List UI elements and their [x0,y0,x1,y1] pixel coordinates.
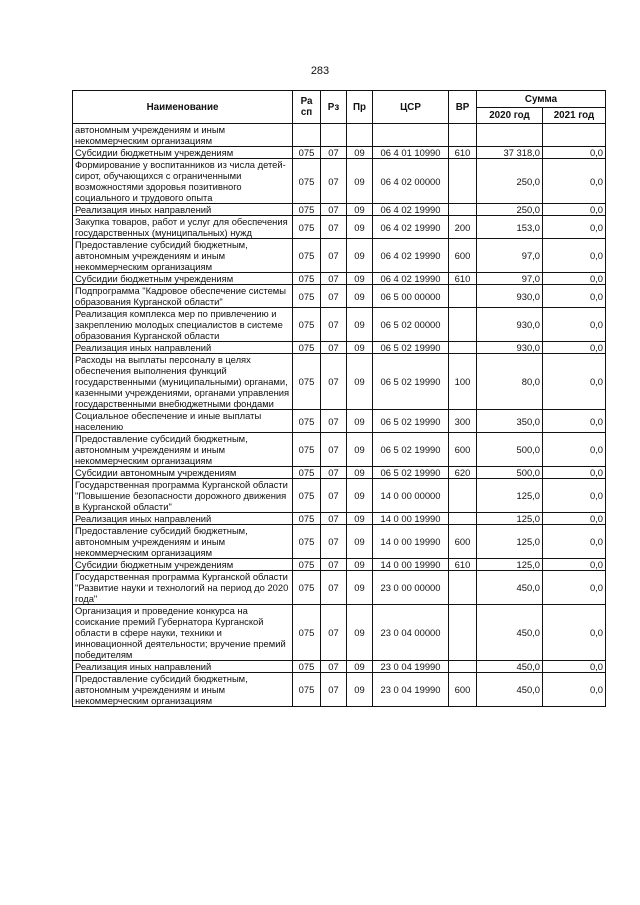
row-csr: 06 4 02 00000 [373,159,449,204]
row-csr: 06 4 01 10990 [373,147,449,159]
row-csr: 06 4 02 19990 [373,216,449,239]
row-vr: 300 [449,410,477,433]
table-row [73,433,606,467]
row-rz: 07 [321,571,347,605]
row-sum-2021: 0,0 [543,159,606,204]
row-sum-2020: 450,0 [477,605,543,661]
row-pr: 09 [347,159,373,204]
row-pr: 09 [347,239,373,273]
row-rasp [293,124,321,147]
row-sum-2021: 0,0 [543,673,606,707]
row-pr: 09 [347,661,373,673]
row-name: Реализация иных направлений [73,204,293,216]
header-year-2020: 2020 год [477,108,543,124]
row-vr [449,605,477,661]
row-rz: 07 [321,513,347,525]
row-rz: 07 [321,239,347,273]
table-row [73,273,606,285]
row-name: Государственная программа Курганской области "Повышение безопасности дорожного движения в Курганской области" [73,479,293,513]
row-rz: 07 [321,673,347,707]
row-sum-2020: 500,0 [477,433,543,467]
row-sum-2020: 37 318,0 [477,147,543,159]
row-rz: 07 [321,354,347,410]
table-row [73,410,606,433]
row-vr [449,204,477,216]
row-sum-2021: 0,0 [543,285,606,308]
row-csr [373,124,449,147]
row-name: Предоставление субсидий бюджетным, автономным учреждениям и иным некоммерческим организациям [73,433,293,467]
table-row [73,285,606,308]
row-sum-2021: 0,0 [543,216,606,239]
row-csr: 14 0 00 00000 [373,479,449,513]
row-rasp: 075 [293,273,321,285]
row-sum-2020: 500,0 [477,467,543,479]
row-rasp: 075 [293,571,321,605]
row-rz: 07 [321,525,347,559]
row-pr: 09 [347,204,373,216]
row-name: Закупка товаров, работ и услуг для обеспечения государственных (муниципальных) нужд [73,216,293,239]
row-vr [449,124,477,147]
table-row [73,525,606,559]
row-sum-2020: 930,0 [477,308,543,342]
row-name: Предоставление субсидий бюджетным, автономным учреждениям и иным некоммерческим организациям [73,525,293,559]
row-sum-2020: 930,0 [477,342,543,354]
header-year-2021: 2021 год [543,108,606,124]
row-pr: 09 [347,308,373,342]
row-csr: 06 4 02 19990 [373,273,449,285]
row-vr: 200 [449,216,477,239]
row-sum-2020 [477,124,543,147]
row-pr: 09 [347,433,373,467]
row-name: автономным учреждениям и иным некоммерческим организациям [73,124,293,147]
row-sum-2021: 0,0 [543,467,606,479]
row-sum-2021: 0,0 [543,342,606,354]
row-csr: 06 4 02 19990 [373,204,449,216]
row-rasp: 075 [293,410,321,433]
row-sum-2020: 125,0 [477,479,543,513]
row-pr [347,124,373,147]
row-csr: 06 5 02 19990 [373,410,449,433]
table-row [73,308,606,342]
row-pr: 09 [347,342,373,354]
table-row [73,571,606,605]
row-sum-2020: 125,0 [477,525,543,559]
row-rz: 07 [321,479,347,513]
row-rasp: 075 [293,479,321,513]
row-csr: 23 0 04 00000 [373,605,449,661]
row-name: Социальное обеспечение и иные выплаты населению [73,410,293,433]
row-rz: 07 [321,342,347,354]
table-row [73,354,606,410]
row-sum-2020: 350,0 [477,410,543,433]
row-sum-2020: 250,0 [477,204,543,216]
row-csr: 14 0 00 19990 [373,525,449,559]
row-name: Расходы на выплаты персоналу в целях обеспечения выполнения функций государственными (муниципальными) органами, казенными учреждениями, органами управления государственными внебюджетными фондами [73,354,293,410]
row-vr: 610 [449,559,477,571]
row-csr: 23 0 04 19990 [373,673,449,707]
row-rasp: 075 [293,661,321,673]
row-vr [449,342,477,354]
row-sum-2021: 0,0 [543,354,606,410]
row-sum-2020: 80,0 [477,354,543,410]
row-vr: 610 [449,147,477,159]
row-name: Субсидии бюджетным учреждениям [73,559,293,571]
row-rasp: 075 [293,159,321,204]
row-sum-2020: 153,0 [477,216,543,239]
table-row [73,342,606,354]
row-csr: 06 5 00 00000 [373,285,449,308]
row-rz: 07 [321,661,347,673]
row-rz: 07 [321,467,347,479]
row-sum-2021: 0,0 [543,433,606,467]
row-name: Государственная программа Курганской области "Развитие науки и технологий на период до 2020 года" [73,571,293,605]
header-rz: Рз [321,91,347,124]
row-sum-2021: 0,0 [543,239,606,273]
row-pr: 09 [347,467,373,479]
row-name: Реализация иных направлений [73,342,293,354]
row-pr: 09 [347,479,373,513]
row-csr: 06 5 02 19990 [373,433,449,467]
row-rasp: 075 [293,147,321,159]
row-vr: 600 [449,525,477,559]
table-body [73,124,606,707]
row-name: Субсидии бюджетным учреждениям [73,147,293,159]
row-rasp: 075 [293,308,321,342]
row-pr: 09 [347,673,373,707]
row-pr: 09 [347,605,373,661]
row-name: Предоставление субсидий бюджетным, автономным учреждениям и иным некоммерческим организациям [73,673,293,707]
table-row [73,673,606,707]
row-rasp: 075 [293,467,321,479]
row-csr: 23 0 04 19990 [373,661,449,673]
table-row [73,467,606,479]
row-rasp: 075 [293,433,321,467]
row-sum-2021: 0,0 [543,479,606,513]
row-rz: 07 [321,216,347,239]
row-sum-2021: 0,0 [543,525,606,559]
row-vr: 600 [449,673,477,707]
row-rz: 07 [321,159,347,204]
header-rasp: Ра сп [293,91,321,124]
row-sum-2021: 0,0 [543,513,606,525]
row-csr: 06 5 02 19990 [373,354,449,410]
table-row [73,204,606,216]
row-sum-2020: 97,0 [477,239,543,273]
row-name: Реализация иных направлений [73,513,293,525]
table-row [73,147,606,159]
table-row [73,559,606,571]
table-row [73,513,606,525]
row-vr [449,571,477,605]
table-row [73,159,606,204]
row-rasp: 075 [293,354,321,410]
row-csr: 14 0 00 19990 [373,513,449,525]
row-rasp: 075 [293,285,321,308]
row-name: Подпрограмма "Кадровое обеспечение системы образования Курганской области" [73,285,293,308]
row-vr [449,513,477,525]
row-rz: 07 [321,410,347,433]
row-sum-2021: 0,0 [543,410,606,433]
row-name: Субсидии бюджетным учреждениям [73,273,293,285]
header-pr: Пр [347,91,373,124]
row-csr: 06 4 02 19990 [373,239,449,273]
row-rz: 07 [321,273,347,285]
row-rasp: 075 [293,513,321,525]
row-rz [321,124,347,147]
row-vr: 620 [449,467,477,479]
budget-table [72,90,606,707]
table-row [73,479,606,513]
row-sum-2020: 450,0 [477,571,543,605]
row-name: Субсидии автономным учреждениям [73,467,293,479]
row-rasp: 075 [293,605,321,661]
row-sum-2020: 97,0 [477,273,543,285]
row-pr: 09 [347,410,373,433]
row-pr: 09 [347,354,373,410]
row-sum-2020: 250,0 [477,159,543,204]
row-sum-2020: 125,0 [477,559,543,571]
row-name: Формирование у воспитанников из числа детей-сирот, обучающихся с ограниченными возможностями здоровья позитивного социального и трудового опыта [73,159,293,204]
row-sum-2021: 0,0 [543,204,606,216]
row-rz: 07 [321,285,347,308]
row-rz: 07 [321,308,347,342]
row-name: Реализация комплекса мер по привлечению и закреплению молодых специалистов в системе образования Курганской области [73,308,293,342]
row-vr: 610 [449,273,477,285]
header-csr: ЦСР [373,91,449,124]
row-csr: 23 0 00 00000 [373,571,449,605]
row-name: Предоставление субсидий бюджетным, автономным учреждениям и иным некоммерческим организациям [73,239,293,273]
row-csr: 06 5 02 19990 [373,467,449,479]
table-row [73,239,606,273]
row-pr: 09 [347,273,373,285]
row-sum-2021: 0,0 [543,661,606,673]
row-rz: 07 [321,433,347,467]
row-sum-2021: 0,0 [543,308,606,342]
row-vr [449,285,477,308]
row-vr [449,159,477,204]
row-sum-2021 [543,124,606,147]
row-rz: 07 [321,605,347,661]
row-pr: 09 [347,513,373,525]
row-name: Реализация иных направлений [73,661,293,673]
row-vr: 600 [449,239,477,273]
row-rasp: 075 [293,525,321,559]
table-row [73,124,606,147]
row-csr: 14 0 00 19990 [373,559,449,571]
row-rz: 07 [321,204,347,216]
row-rasp: 075 [293,239,321,273]
table-row [73,661,606,673]
row-rz: 07 [321,147,347,159]
row-name: Организация и проведение конкурса на соискание премий Губернатора Курганской области в сфере науки, техники и инновационной деятельности; вручение премий победителям [73,605,293,661]
row-rasp: 075 [293,673,321,707]
row-rasp: 075 [293,342,321,354]
table-row [73,216,606,239]
row-vr: 100 [449,354,477,410]
row-pr: 09 [347,559,373,571]
row-csr: 06 5 02 19990 [373,342,449,354]
page-number: 283 [310,65,330,77]
row-rz: 07 [321,559,347,571]
header-sum: Сумма [477,91,606,108]
row-sum-2021: 0,0 [543,605,606,661]
row-sum-2020: 450,0 [477,661,543,673]
row-vr [449,661,477,673]
row-sum-2021: 0,0 [543,147,606,159]
row-rasp: 075 [293,204,321,216]
row-sum-2020: 125,0 [477,513,543,525]
row-vr [449,308,477,342]
row-pr: 09 [347,147,373,159]
row-pr: 09 [347,285,373,308]
header-name: Наименование [73,91,293,124]
header-vr: ВР [449,91,477,124]
row-csr: 06 5 02 00000 [373,308,449,342]
row-pr: 09 [347,571,373,605]
row-sum-2020: 450,0 [477,673,543,707]
row-rasp: 075 [293,559,321,571]
row-sum-2020: 930,0 [477,285,543,308]
row-vr [449,479,477,513]
row-sum-2021: 0,0 [543,571,606,605]
row-rasp: 075 [293,216,321,239]
row-pr: 09 [347,216,373,239]
row-pr: 09 [347,525,373,559]
row-sum-2021: 0,0 [543,273,606,285]
row-vr: 600 [449,433,477,467]
row-sum-2021: 0,0 [543,559,606,571]
table-row [73,605,606,661]
